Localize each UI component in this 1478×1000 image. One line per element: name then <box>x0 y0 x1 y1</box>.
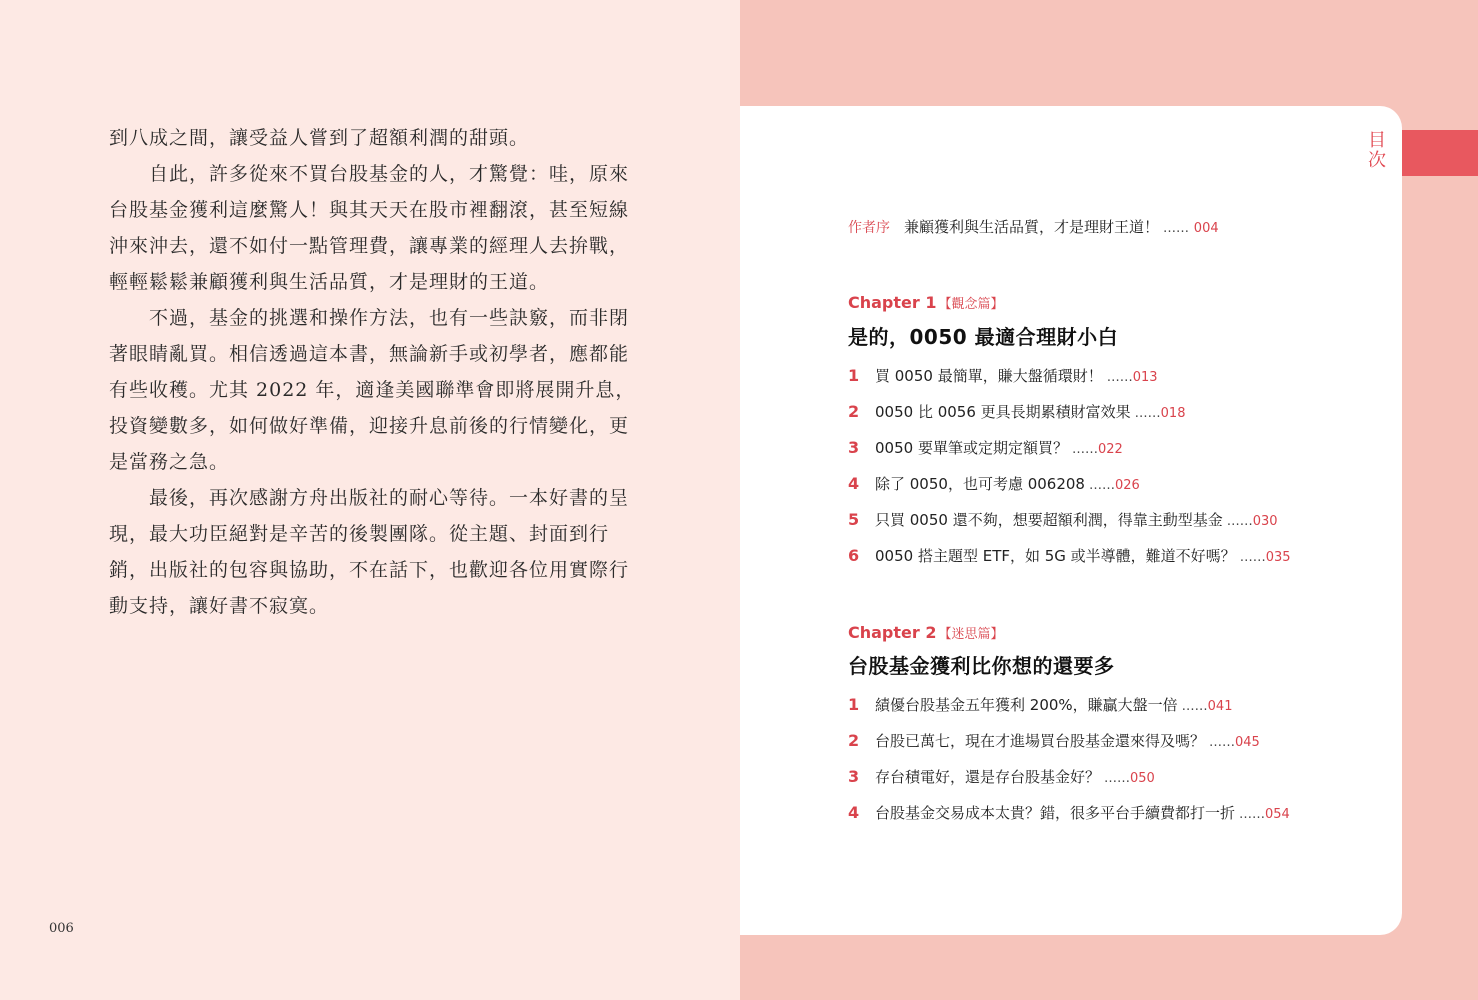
toc-item[interactable] <box>848 509 1278 530</box>
item-number: 3 <box>848 438 860 457</box>
leader-dots: …… <box>1239 550 1266 565</box>
paragraph: 最後，再次感謝方舟出版社的耐心等待。一本好書的呈現，最大功臣絕對是辛苦的後製團隊。從主題、封面到行銷，出版社的包容與協助，不在話下，也歡迎各位用實際行動支持，讓好書不寂寞。 <box>109 487 630 617</box>
toc-item[interactable] <box>848 437 1123 458</box>
page-ref: 018 <box>1160 406 1186 421</box>
chapter-2-title: 台股基金獲利比你想的還要多 <box>848 654 1115 678</box>
page-ref: 054 <box>1265 807 1290 822</box>
toc-item[interactable] <box>848 730 1260 751</box>
leader-dots: …… <box>1163 221 1190 236</box>
item-number: 1 <box>848 366 860 385</box>
item-title: 台股已萬七，現在才進場買台股基金還來得及嗎？ <box>875 732 1206 750</box>
toc-preface[interactable] <box>848 216 1219 237</box>
leader-dots: …… <box>1134 406 1161 421</box>
toc-item[interactable] <box>848 401 1185 422</box>
page-ref: 041 <box>1207 699 1233 714</box>
toc-item[interactable] <box>848 473 1140 494</box>
item-title: 績優台股基金五年獲利 200%，賺贏大盤一倍 <box>875 696 1178 714</box>
toc-item[interactable] <box>848 545 1291 566</box>
chapter-1-title: 是的，0050 最適合理財小白 <box>848 325 1119 349</box>
item-title: 0050 比 0056 更具長期累積財富效果 <box>875 403 1131 421</box>
paragraph: 自此，許多從來不買台股基金的人，才驚覺：哇，原來台股基金獲利這麼驚人！與其天天在股市裡翻滾，甚至短線沖來沖去，還不如付一點管理費，讓專業的經理人去拚戰，輕輕鬆鬆兼顧獲利與生活品質，才是理財的王道。 <box>109 163 630 293</box>
item-number: 3 <box>848 767 860 786</box>
page-number: 006 <box>49 921 74 936</box>
page-ref: 026 <box>1114 478 1140 493</box>
toc-item[interactable] <box>848 766 1155 787</box>
leader-dots: …… <box>1226 514 1253 529</box>
preface-label: 作者序 <box>848 220 890 236</box>
toc-tab <box>1402 130 1478 176</box>
item-title: 買 0050 最簡單，賺大盤循環財！ <box>875 367 1103 385</box>
item-number: 2 <box>848 402 860 421</box>
toc-heading <box>1364 131 1390 171</box>
leader-dots: …… <box>1181 699 1208 714</box>
item-number: 2 <box>848 731 860 750</box>
leader-dots: …… <box>1088 478 1115 493</box>
body-text <box>109 120 639 624</box>
item-title: 0050 要單筆或定期定額買？ <box>875 439 1068 457</box>
paragraph: 到八成之間，讓受益人嘗到了超額利潤的甜頭。 <box>109 127 530 149</box>
leader-dots: …… <box>1106 370 1133 385</box>
leader-dots: …… <box>1071 442 1098 457</box>
preface-title: 兼顧獲利與生活品質，才是理財王道！ <box>904 218 1160 236</box>
page-ref: 004 <box>1193 221 1219 236</box>
item-number: 4 <box>848 474 860 493</box>
chapter-label: Chapter 2 <box>848 623 937 642</box>
page-ref: 022 <box>1097 442 1123 457</box>
item-number: 6 <box>848 546 860 565</box>
page-ref: 030 <box>1252 514 1278 529</box>
item-title: 台股基金交易成本太貴？錯，很多平台手續費都打一折 <box>875 804 1236 822</box>
toc-item[interactable] <box>848 694 1232 715</box>
leader-dots: …… <box>1239 807 1266 822</box>
chapter-2-label <box>848 623 1004 642</box>
item-title: 只買 0050 還不夠，想要超額利潤，得靠主動型基金 <box>875 511 1223 529</box>
page-ref: 050 <box>1130 771 1155 786</box>
item-number: 1 <box>848 695 860 714</box>
leader-dots: …… <box>1104 771 1131 786</box>
page-ref: 045 <box>1235 735 1260 750</box>
toc-item[interactable] <box>848 365 1158 386</box>
paragraph: 不過，基金的挑選和操作方法，也有一些訣竅，而非閉著眼睛亂買。相信透過這本書，無論新手或初學者，應都能有些收穫。尤其 2022 年，適逢美國聯準會即將展開升息，投資變數多，如何做好準備，迎接升息前後的行情變化，更是當務之急。 <box>109 307 636 473</box>
page-ref: 013 <box>1132 370 1158 385</box>
toc-heading-char: 次 <box>1368 150 1386 171</box>
item-number: 4 <box>848 803 860 822</box>
chapter-1-label <box>848 293 1004 312</box>
item-title: 0050 搭主題型 ETF，如 5G 或半導體，難道不好嗎？ <box>875 547 1236 565</box>
item-number: 5 <box>848 510 860 529</box>
page-ref: 035 <box>1265 550 1291 565</box>
leader-dots: …… <box>1209 735 1236 750</box>
chapter-label: Chapter 1 <box>848 293 937 312</box>
chapter-tag: 【觀念篇】 <box>938 297 1004 312</box>
toc-item[interactable] <box>848 802 1290 823</box>
chapter-tag: 【迷思篇】 <box>938 627 1004 642</box>
toc-heading-char: 目 <box>1368 130 1386 151</box>
item-title: 存台積電好，還是存台股基金好？ <box>875 768 1101 786</box>
item-title: 除了 0050，也可考慮 006208 <box>875 475 1085 493</box>
